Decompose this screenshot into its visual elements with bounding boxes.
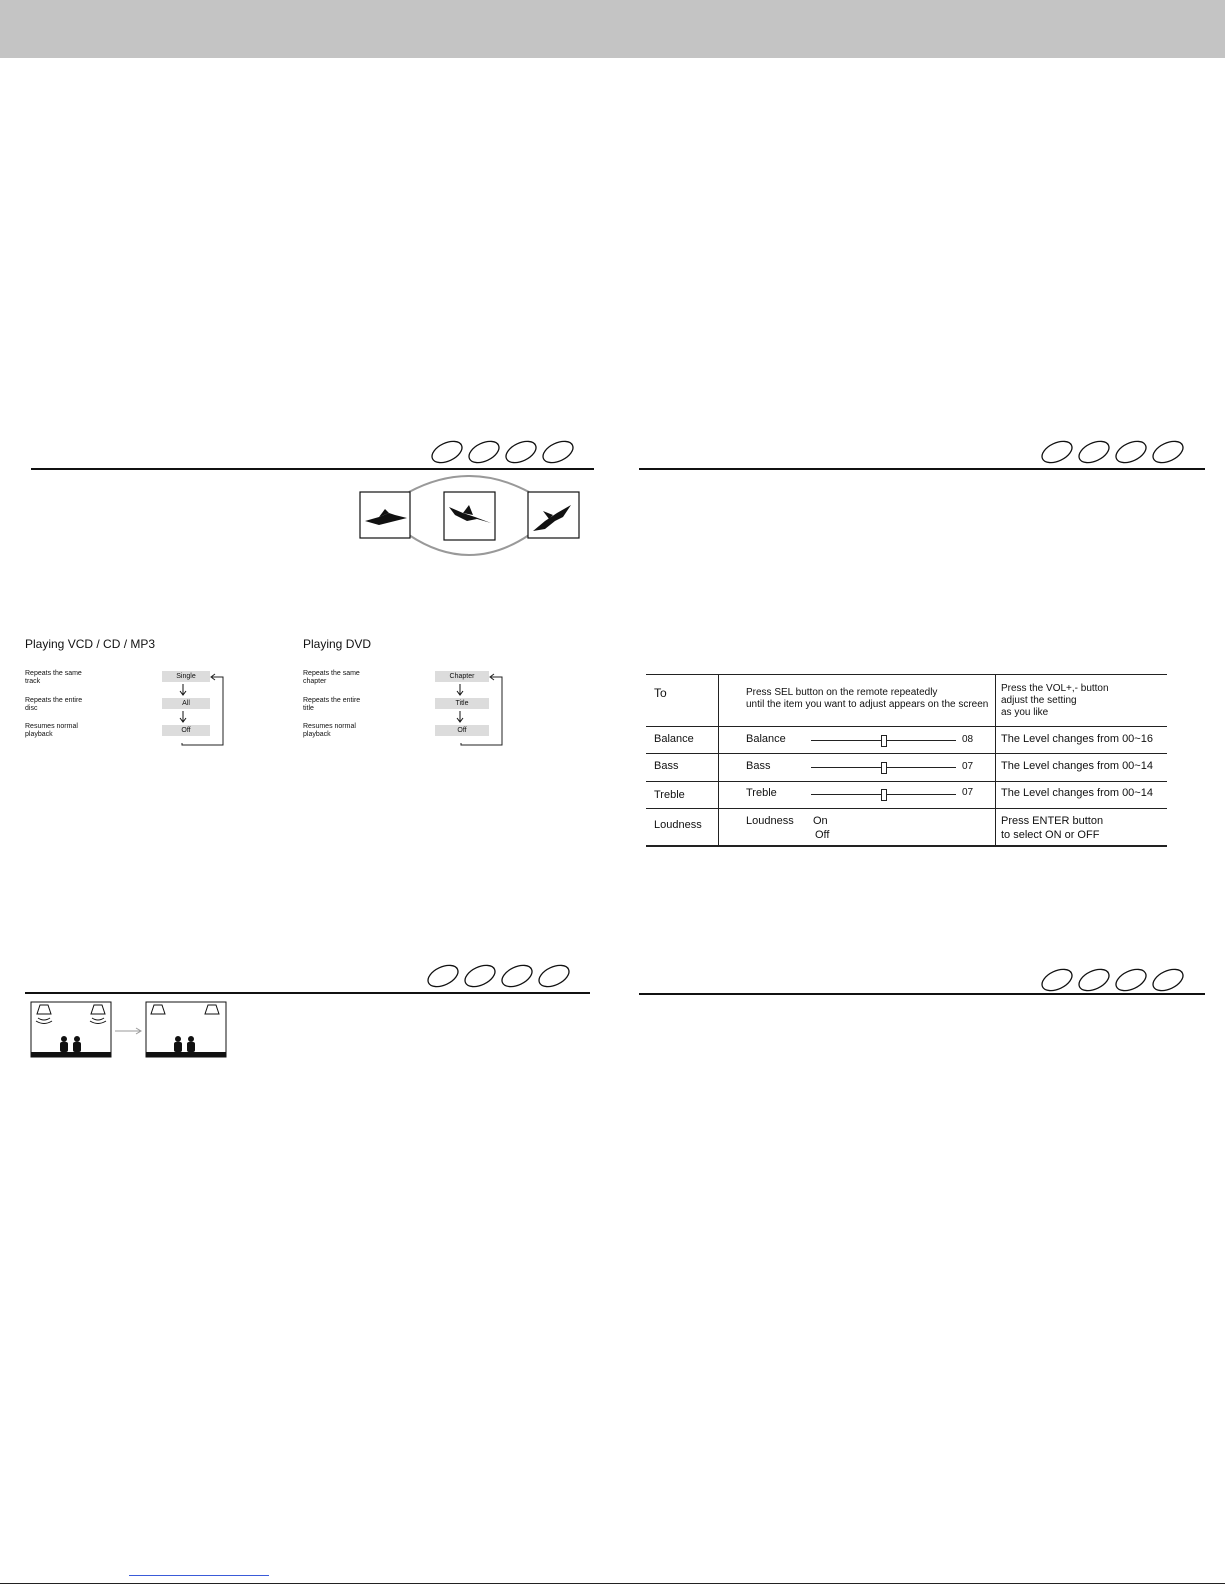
- disc-format-icon: [1038, 968, 1188, 992]
- column-divider: [718, 675, 719, 845]
- table-row: [646, 781, 1167, 809]
- dvd-mode-title: Title: [435, 698, 489, 709]
- loudness-off: Off: [815, 829, 830, 841]
- header-vol-2: adjust the setting: [1001, 695, 1077, 706]
- section-banner: [0, 0, 1225, 58]
- header-vol-1: Press the VOL+,- button: [1001, 683, 1109, 694]
- to-bass: Bass: [654, 760, 679, 772]
- dvd-desc-2: Repeats the entire title: [303, 697, 361, 712]
- disc-format-icon: [1038, 440, 1188, 464]
- loudness-note-1: Press ENTER button: [1001, 815, 1104, 827]
- dvd-desc-1: Repeats the same chapter: [303, 670, 360, 685]
- bass-slider-knob: [881, 762, 887, 774]
- treble-value: 07: [962, 787, 974, 798]
- loudness-note-2: to select ON or OFF: [1001, 829, 1100, 841]
- header-press-sel-2: until the item you want to adjust appears on the screen: [746, 699, 989, 710]
- disc-format-icon: [424, 964, 574, 988]
- table-row: [646, 726, 1167, 754]
- treble-slider-knob: [881, 789, 887, 801]
- treble-note: The Level changes from 00~14: [1001, 787, 1153, 799]
- balance-value: 08: [962, 734, 974, 745]
- column-divider: [995, 675, 996, 845]
- page-bottom-rule: [0, 1583, 1225, 1584]
- bass-value: 07: [962, 761, 974, 772]
- section-divider: [639, 468, 1205, 470]
- item-balance: Balance: [746, 733, 786, 745]
- item-loudness: Loudness: [746, 815, 794, 827]
- vcd-desc-1: Repeats the same track: [25, 670, 82, 685]
- section-divider: [31, 468, 594, 470]
- section-divider: [25, 992, 590, 994]
- loop-arrow-icon: [459, 672, 505, 747]
- bass-note: The Level changes from 00~14: [1001, 760, 1153, 772]
- dvd-repeat-heading: Playing DVD: [303, 637, 372, 651]
- dvd-mode-off: Off: [435, 725, 489, 736]
- dvd-mode-chapter: Chapter: [435, 671, 489, 682]
- to-loudness: Loudness: [654, 819, 702, 831]
- surround-illustration: [30, 1001, 230, 1059]
- balance-slider-knob: [881, 735, 887, 747]
- table-row: [646, 675, 1167, 727]
- vcd-desc-2: Repeats the entire disc: [25, 697, 83, 712]
- header-vol-3: as you like: [1001, 707, 1049, 718]
- link-underline: [129, 1575, 269, 1576]
- vcd-mode-off: Off: [162, 725, 210, 736]
- item-bass: Bass: [746, 760, 771, 772]
- dvd-desc-3: Resumes normal playback: [303, 723, 356, 738]
- vcd-repeat-heading: Playing VCD / CD / MP3: [25, 637, 156, 651]
- balance-note: The Level changes from 00~16: [1001, 733, 1153, 745]
- vcd-mode-all: All: [162, 698, 210, 709]
- item-treble: Treble: [746, 787, 777, 799]
- disc-format-icon: [428, 440, 578, 464]
- vcd-desc-3: Resumes normal playback: [25, 723, 78, 738]
- angle-illustration: [359, 475, 584, 560]
- audio-settings-table: [646, 674, 1167, 847]
- to-balance: Balance: [654, 733, 694, 745]
- header-to: To: [654, 686, 667, 700]
- to-treble: Treble: [654, 789, 685, 801]
- section-divider: [639, 993, 1205, 995]
- loop-arrow-icon: [180, 672, 226, 747]
- table-row: [646, 753, 1167, 782]
- vcd-mode-single: Single: [162, 671, 210, 682]
- loudness-on: On: [813, 815, 828, 827]
- header-press-sel-1: Press SEL button on the remote repeatedly: [746, 687, 938, 698]
